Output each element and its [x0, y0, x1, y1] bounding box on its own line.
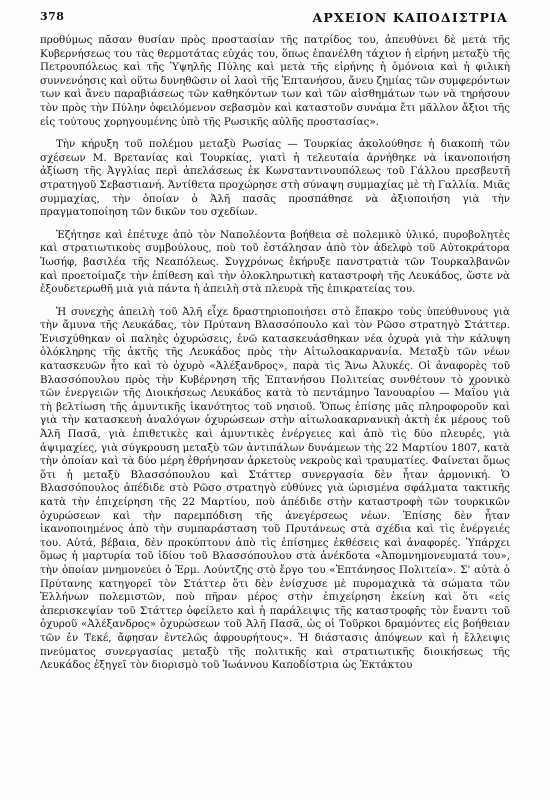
- running-title: ΑΡΧΕΙΟΝ ΚΑΠΟΔΙΣΤΡΙΑ: [312, 10, 508, 25]
- paragraph-continuation: προθύμως πᾶσαν θυσίαν πρὸς προστασίαν τῆς πατρίδος του, ἀπευθύνει δὲ μετὰ τῆς Κυβερνήσεως του τὰς θερμοτάτας εὐχάς του, ὅπως ἐπανέλθη τάχιον ἡ εἰρήνη μεταξὺ τῆς Πετρουπόλεως καὶ τῆς Ὑψηλῆς Πύλης καὶ μετὰ τῆς εἰρήνης ἡ ὁμόνοια καὶ ἡ φιλικὴ συννενόησις καὶ οὕτω δυνηθῶσιν οἱ λαοὶ τῆς Ἑπτανήσου, ἄνευ ζημίας τῶν συμφερόντων των καὶ ἄνευ παραβιάσεως τῶν καθηκόντων των καὶ τῶν αἰσθημάτων των νὰ τηρήσουν τὸν πρὸς τὴν Πύλην ὀφειλόμενον σεβασμὸν καὶ καταστοῦν συνάμα ἔτι μᾶλλον ἄξιοι τῆς εἰς τούτους χορηγουμένης ὑπὸ τῆς Ρωσικῆς αὐλῆς προστασίας».: [40, 34, 510, 128]
- page-number: 378: [40, 10, 65, 23]
- paragraph: Ἐζήτησε καὶ ἐπέτυχε ἀπὸ τὸν Ναπολέοντα βοήθεια σὲ πολεμικὸ ὑλικό, πυροβολητὲς καὶ στρατιωτικοὺς συμβούλους, ποὺ τοῦ ἐστάλησαν ἀπὸ τὸν ἀδελφὸ τοῦ Αὐτοκράτορα Ἰωσήφ, βασιλέα τῆς Νεαπόλεως. Συγχρόνως ἐκήρυξε πανστρατιὰ τῶν Τουρκαλβανῶν καὶ προετοίμαζε τὴν ἐπίθεση καὶ τὴν ὁλοκληρωτικὴ καταστροφὴ τῆς Λευκάδος, ὥστε νὰ ἐξουδετερωθῆ μιὰ γιὰ πάντα ἡ ἀπειλὴ στὰ πλευρὰ τῆς ἐπικρατείας του.: [40, 228, 510, 296]
- paragraph: Ἡ συνεχὴς ἀπειλὴ τοῦ Ἀλῆ εἶχε δραστηριοποιήσει στὸ ἔπακρο τοὺς ὑπεύθυνους γιὰ τὴν ἄμυνα τῆς Λευκάδας, τὸν Πρύτανη Βλασσόπουλο καὶ τὸν Ρῶσο στρατηγὸ Στάττερ. Ἐνισχύθηκαν οἱ παληὲς ὀχυρώσεις, ἐνῶ κατασκευάσθηκαν νέα ὀχυρὰ γιὰ τὴν κάλυψη ὁλόκληρης τῆς ἀκτῆς τῆς Λευκάδος πρὸς τὴν Αἰτωλοακαρνανία. Μεταξὺ τῶν νέων κατασκευῶν ἦτο καὶ τὸ ὀχυρὸ «Ἀλέξανδρος», παρὰ τὶς Ἄνω Ἀλυκές. Οἱ ἀναφορὲς τοῦ Βλασσόπουλου πρὸς τὴν Κυβέρνηση τῆς Ἑπτανήσου Πολιτείας συνθέτουν τὸ χρονικὸ τῶν ἐνεργειῶν τῆς Διοικήσεως Λευκάδος κατὰ τὸ πεντάμηνο Ἰανουαρίου — Μαΐου γιὰ τὴ βελτίωση τῆς ἀμυντικῆς ἱκανότητος τοῦ νησιοῦ. Ὅπως ἐπίσης μᾶς πληροφοροῦν καὶ γιὰ τὴν κατασκευὴ ἀναλόγων ὀχυρώσεων στὴν αἰτωλοακαρνανικὴ ἀκτὴ ἐκ μέρους τοῦ Ἀλῆ Πασᾶ, γιὰ ἐπιθετικὲς καὶ ἀμυντικὲς ἐνέργειες καὶ ἀπὸ τὶς δύο πλευρές, γιὰ ἀψιμαχίες, γιὰ σύγκρουση μεταξὺ τῶν ἀντιπάλων δυνάμεων τὴς 22 Μαρτίου 1807, κατὰ τὴν ὁποίαν καὶ τὰ δύο μέρη ἐθρήνησαν ἀρκετοὺς νεκροὺς καὶ τραυματίες. Φαίνεται ὅμως ὅτι ἡ μεταξὺ Βλασσόπουλου καὶ Στάττερ συνεργασία δὲν ἦταν ἁρμονική. Ὁ Βλασσόπουλος ἀπέδιδε στὸ Ρῶσο στρατηγὸ εὐθύνες γιὰ ὡρισμένα σφάλματα τακτικῆς κατὰ τὴν ἐπιχείρηση τῆς 22 Μαρτίου, ποὺ ἀπέδιδε στὴν καταστροφὴ τῶν τουρκικῶν ὀχυρώσεων καὶ τὴν παρεμπόδιση τῆς ἀνεγέρσεως νέων. Ἐπίσης δὲν ἦταν ἱκανοποιημένος ἀπὸ τὴν συμπαράσταση τοῦ Πρυτάνεως στὰ σχέδια καὶ τὶς ἐνέργειές του. Αὐτά, βέβαια, δὲν προκύπτουν ἀπὸ τὶς ἐπίσημες ἐκθέσεις καὶ ἀναφορές. Ὑπάρχει ὅμως ἡ μαρτυρία τοῦ ἰδίου τοῦ Βλασσόπουλου στὰ ἀνέκδοτα «Ἀπομνημονευματά του», τὴν ὁποίαν μνημονεύει ὁ Ἑρμ. Λούντζης στὸ ἔργο του «Ἑπτάνησος Πολιτεία». Σ' αὐτὰ ὁ Πρύτανης κατηγορεῖ τὸν Στάττερ ὅτι δὲν ἐνίσχυσε μὲ πυρομαχικὰ τὰ σώματα τῶν Ἑλλήνων πολεμιστῶν, ποὺ πῆραν μέρος στὴν ἐπιχείρηση ἐκείνη καὶ ὅτι «εἰς ἀπερισκεψίαν τοῦ Στάττερ ὀφείλετο καὶ ἡ παράλειψις τῆς καταστροφῆς τὸν ἔναντι τοῦ ὀχυροῦ «Ἀλέξανδρος» ὀχυρώσεων τοῦ Ἀλῆ Πασᾶ, ὡς οἱ Τοῦρκοι δραμόντες εἰς βοήθειαν τῶν ἐν Τεκέ, ἄφησαν ἐντελῶς ἀφρουρήτους». Ἡ διάστασις ἀπόψεων καὶ ἡ ἔλλειψις πνεύματος συνεργασίας μεταξὺ τῆς πολιτικῆς καὶ στρατιωτικῆς διοικήσεως τῆς Λευκάδος ἐξηγεῖ τὸν διορισμὸ τοῦ Ἰωάννου Καποδίστρια ὡς Ἐκτάκτου: [40, 305, 510, 672]
- page-header: [40, 10, 508, 26]
- paragraph: Τὴν κήρυξη τοῦ πολέμου μεταξὺ Ρωσίας — Τουρκίας ἀκολούθησε ἡ διακοπὴ τῶν σχέσεων Μ. Βρετανίας καὶ Τουρκίας, γιατὶ ἡ τελευταία ἀρνήθηκε νὰ ἱκανοποιήση ἀξίωση τῆς Ἀγγλίας περὶ ἀπελάσεως ἐκ Κωνσταντινουπόλεως τοῦ Γάλλου πρεσβευτῆ στρατηγοῦ Σεβαστιανή. Ἀντίθετα προχώρησε στὴ σύναψη συμμαχίας μὲ τὴ Γαλλία. Μιᾶς συμμαχίας, τὴν ὁποίαν ὁ Ἀλῆ πασᾶς προσπάθησε νὰ ἀξιοποιήση γιὰ τὴν πραγματοποίηση τῶν δικῶν του σχεδίων.: [40, 138, 510, 219]
- body-text: [40, 34, 510, 682]
